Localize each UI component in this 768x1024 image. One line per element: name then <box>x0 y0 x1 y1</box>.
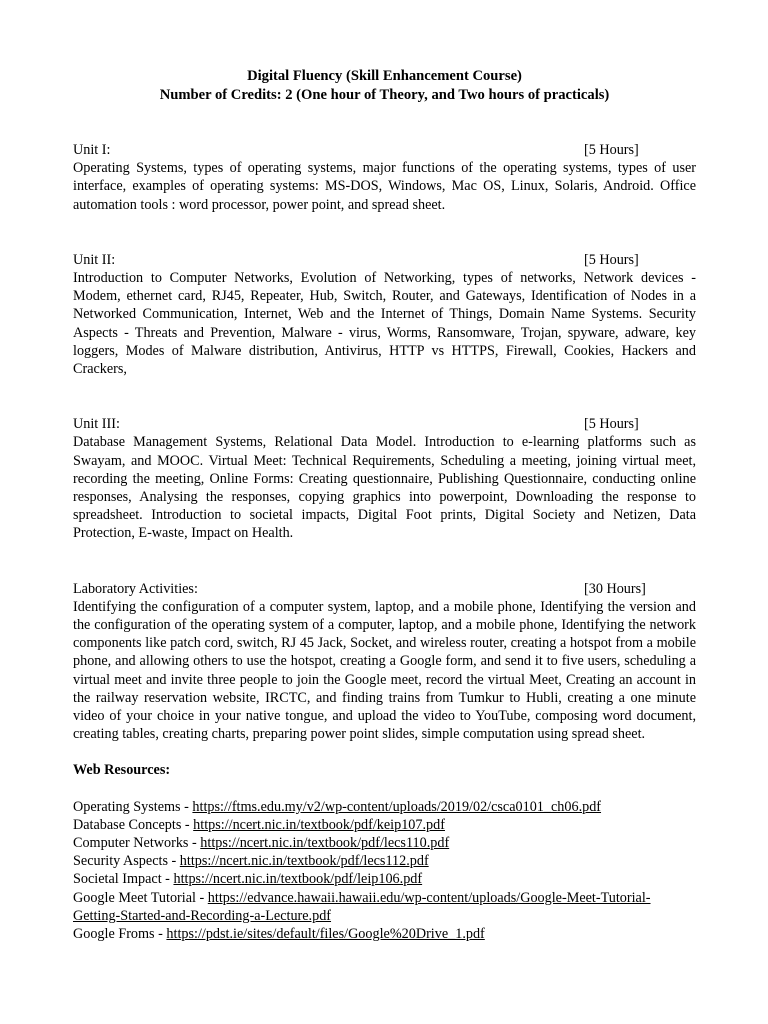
unit-name: Unit II: <box>73 251 116 268</box>
unit-description: Identifying the configuration of a computer system, laptop, and a mobile phone, Identifying the version and the configuration of the operating system of a computer, laptop, and a mobile phone, Identifying the network components like patch cord, switch, RJ 45 Jack, Socket, and wireless router, creating a hotspot from a mobile phone, and allowing others to use the hotspot, creating a Google form, and send it to five users, scheduling a virtual meet and invite three people to join the Google meet, record the virtual Meet, Creating an account in the railway reservation website, IRCTC, and finding trains from Tumkur to Hubli, creating a one minute video of your choice in your native tongue, and upload the video to YouTube, composing word document, creating tables, creating charts, preparing power point slides, simple computation using spread sheet. <box>73 598 696 743</box>
resource-item <box>73 870 696 888</box>
resource-item <box>73 889 696 925</box>
resource-link[interactable]: https://ncert.nic.in/textbook/pdf/lecs110.pdf <box>200 835 450 852</box>
resource-link[interactable]: https://edvance.hawaii.hawaii.edu/wp-content/uploads/Google-Meet-Tutorial-Getting-Started-and-Recording-a-Lecture.pdf <box>73 889 651 924</box>
unit-hours: [30 Hours] <box>584 580 646 597</box>
credits-line: Number of Credits: 2 (One hour of Theory, and Two hours of practicals) <box>159 87 610 103</box>
web-resources-heading: Web Resources: <box>73 762 171 779</box>
resource-label: Computer Networks - <box>73 835 201 852</box>
resource-label: Google Meet Tutorial - <box>73 889 208 906</box>
unit-heading <box>73 415 696 433</box>
unit-description: Introduction to Computer Networks, Evolution of Networking, types of networks, Network devices - Modem, ethernet card, RJ45, Repeater, Hub, Switch, Router, and Gateways, Identification of Nodes in a Networked Communication, Internet, Web and the Internet of Things, Domain Name Systems. Security Aspects - Threats and Prevention, Malware - virus, Worms, Ransomware, Trojan, spyware, adware, key loggers, Modes of Malware distribution, Antivirus, HTTP vs HTTPS, Firewall, Cookies, Hackers and Crackers, <box>73 269 696 377</box>
unit-name: Laboratory Activities: <box>73 580 198 597</box>
unit-description: Operating Systems, types of operating systems, major functions of the operating systems, types of user interface, examples of operating systems: MS-DOS, Windows, Mac OS, Linux, Solaris, Android. Office automation tools : word processor, power point, and spread sheet. <box>73 160 696 213</box>
unit-hours: [5 Hours] <box>584 142 639 158</box>
resource-label: Google Froms - <box>73 926 167 943</box>
resource-link[interactable]: https://ncert.nic.in/textbook/pdf/keip107.pdf <box>193 816 445 833</box>
resource-link[interactable]: https://ncert.nic.in/textbook/pdf/lecs112.pdf <box>179 853 429 870</box>
course-title: Digital Fluency (Skill Enhancement Course) <box>247 68 522 84</box>
resource-label: Database Concepts - <box>73 816 194 833</box>
laboratory-activities <box>73 580 696 744</box>
resource-item <box>73 798 696 816</box>
resource-item <box>73 834 696 852</box>
resource-link[interactable]: https://ncert.nic.in/textbook/pdf/leip106.pdf <box>173 871 423 888</box>
unit-1 <box>73 141 696 214</box>
unit-heading <box>73 580 696 598</box>
unit-name: Unit I: <box>73 142 111 158</box>
unit-heading <box>73 141 696 159</box>
unit-description: Database Management Systems, Relational Data Model. Introduction to e-learning platforms such as Swayam, and MOOC. Virtual Meet: Technical Requirements, Scheduling a meeting, joining virtual meet, recording the meeting, Online Forms: Creating questionnaire, Publishing Questionnaire, conducting online responses, Analysing the responses, copying graphics into powerpoint, Downloading the response to spreadsheet. Introduction to societal impacts, Digital Foot prints, Digital Society and Netizen, Data Protection, E-waste, Impact on Health. <box>73 434 696 542</box>
unit-name: Unit III: <box>73 416 120 433</box>
resource-label: Societal Impact - <box>73 871 174 888</box>
resource-label: Operating Systems - <box>73 798 193 815</box>
resource-item <box>73 816 696 834</box>
title-block <box>73 67 696 105</box>
unit-hours: [5 Hours] <box>584 416 639 433</box>
unit-heading <box>73 251 696 269</box>
unit-3 <box>73 415 696 542</box>
resource-link[interactable]: https://pdst.ie/sites/default/files/Google%20Drive_1.pdf <box>166 926 485 943</box>
units-section <box>73 141 696 743</box>
resource-label: Security Aspects - <box>73 853 180 870</box>
unit-hours: [5 Hours] <box>584 251 639 268</box>
resource-item <box>73 852 696 870</box>
resource-link[interactable]: https://ftms.edu.my/v2/wp-content/uploads/2019/02/csca0101_ch06.pdf <box>192 798 602 815</box>
web-resources-list <box>73 798 696 944</box>
unit-2 <box>73 251 696 378</box>
resource-item <box>73 925 696 943</box>
